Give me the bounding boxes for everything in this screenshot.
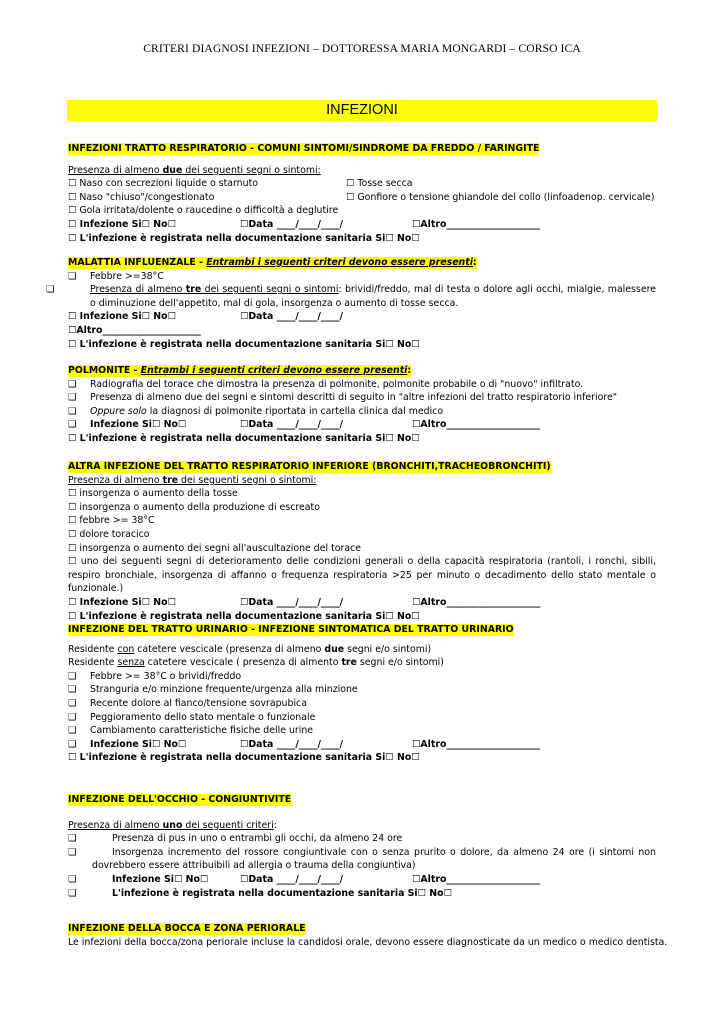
- registrata-checkbox[interactable]: ☐ L'infezione è registrata nella documentazione sanitaria Si☐ No☐: [68, 752, 420, 764]
- section-title: MALATTIA INFLUENZALE - Entrambi i seguenti criteri devono essere presenti:: [68, 257, 477, 268]
- checkbox-icon[interactable]: ❑: [68, 887, 77, 899]
- criteria-intro: Presenza di almeno due dei seguenti segni o sintomi:: [68, 164, 321, 176]
- checkbox-item[interactable]: ☐ uno dei seguenti segni di deterioramento delle condizioni generali o della capacità respiratoria (rantoli, i ronchi, sibili, respiro bronchiale, insorgenza di affanno o frequenza respiratoria >25 per minuto o decadimento dello stato mentale o funzionale.): [68, 556, 656, 595]
- infezione-checkbox[interactable]: Infezione Si☐ No☐: [90, 738, 187, 750]
- criterion-item: ❑ Stranguria e/o minzione frequente/urgenza alla minzione: [68, 684, 358, 696]
- infection-fields: [68, 738, 656, 752]
- checkbox-icon[interactable]: ❑: [68, 392, 77, 404]
- infezione-checkbox[interactable]: Infezione Si☐ No☐: [90, 419, 187, 431]
- criterion-item: ❑ Peggioramento dello stato mentale o funzionale: [68, 711, 316, 723]
- checkbox-item[interactable]: ☐ insorgenza o aumento della produzione di escreato: [68, 501, 320, 513]
- data-field[interactable]: ☐Data ____/____/____/: [240, 596, 344, 608]
- document-header: CRITERI DIAGNOSI INFEZIONI – DOTTORESSA MARIA MONGARDI – CORSO ICA: [143, 42, 581, 55]
- section-eye: [68, 793, 656, 900]
- criterion-item: ❑ Presenza di pus in uno o entrambi gli occhi, da almeno 24 ore: [68, 833, 403, 845]
- data-field[interactable]: ☐Data ____/____/____/: [240, 218, 344, 230]
- infection-fields: [68, 218, 656, 232]
- checkbox-item[interactable]: ☐ Naso con secrezioni liquide o starnuto: [68, 178, 258, 190]
- resident-criteria: Residente con catetere vescicale (presenza di almeno due segni e/o sintomi): [68, 643, 432, 655]
- infezione-checkbox[interactable]: Infezione Si☐ No☐: [112, 873, 209, 885]
- criteria-intro: Presenza di almeno uno dei seguenti criteri:: [68, 819, 277, 831]
- section-text: Le infezioni della bocca/zona periorale incluse la candidosi orale, devono essere diagnosticate da un medico o medico dentista.: [68, 936, 668, 948]
- checkbox-icon[interactable]: ❑: [68, 670, 77, 682]
- infezioni-banner: INFEZIONI: [67, 100, 657, 121]
- checkbox-icon[interactable]: ❑: [68, 725, 77, 737]
- checkbox-item[interactable]: ☐ Naso "chiuso"/congestionato: [68, 191, 215, 203]
- altro-field[interactable]: ☐Altro_____________________: [68, 324, 201, 336]
- section-polmonite: [68, 364, 656, 446]
- section-lower-respiratory: [68, 460, 656, 623]
- section-title: ALTRA INFEZIONE DEL TRATTO RESPIRATORIO INFERIORE (BRONCHITI,TRACHEOBRONCHITI): [68, 461, 551, 472]
- criterion-item: ❑ Febbre >=38°C: [68, 270, 164, 282]
- checkbox-item[interactable]: ☐ dolore toracico: [68, 528, 150, 540]
- section-title: INFEZIONE DELL'OCCHIO - CONGIUNTIVITE: [68, 794, 292, 805]
- section-mouth: [68, 922, 668, 949]
- data-field[interactable]: ☐Data ____/____/____/: [240, 419, 344, 431]
- checkbox-icon[interactable]: ❑: [68, 738, 77, 750]
- altro-field[interactable]: ☐Altro____________________: [412, 218, 541, 230]
- symptom-row: [68, 191, 656, 205]
- checkbox-item[interactable]: ☐ febbre >= 38°C: [68, 515, 155, 527]
- checkbox-item[interactable]: ☐ Tosse secca: [346, 178, 413, 190]
- criterion-item: ❑ Insorgenza incremento del rossore congiuntivale con o senza prurito o dolore, da almeno 24 ore (i sintomi non dovrebbero essere attribuibili ad allergia o trauma della congiuntiva): [68, 846, 656, 872]
- altro-field[interactable]: ☐Altro____________________: [412, 596, 541, 608]
- infection-fields: [68, 418, 656, 432]
- registrata-row: [68, 887, 656, 901]
- criterion-item: ❑ Cambiamento caratteristiche fisiche delle urine: [68, 725, 314, 737]
- infezione-checkbox[interactable]: ☐ Infezione Si☐ No☐: [68, 311, 177, 323]
- checkbox-icon[interactable]: ❑: [68, 405, 77, 417]
- checkbox-item[interactable]: ☐ insorgenza o aumento della tosse: [68, 488, 238, 500]
- section-urinary: [68, 623, 656, 765]
- checkbox-icon[interactable]: ❑: [46, 284, 55, 296]
- section-title: INFEZIONI TRATTO RESPIRATORIO - COMUNI SINTOMI/SINDROME DA FREDDO / FARINGITE: [68, 143, 540, 154]
- criterion-item: ❑ Presenza di almeno due dei segni e sintomi descritti di seguito in "altre infezioni del tratto respiratorio inferiore": [68, 392, 618, 404]
- data-field[interactable]: ☐Data ____/____/____/: [240, 311, 344, 323]
- criterion-item: ❑ Presenza di almeno tre dei seguenti segni o sintomi: brividi/freddo, mal di testa o dolore agli occhi, mialgie, malessere o diminuzione dell'appetito, mal di gola, insorgenza o aumento di tosse secca.: [46, 284, 656, 309]
- criterion-item: ❑ Radiografia del torace che dimostra la presenza di polmonite, polmonite probabile o di "nuovo" infiltrato.: [68, 378, 584, 390]
- altro-field[interactable]: ☐Altro____________________: [412, 738, 541, 750]
- resident-criteria: Residente senza catetere vescicale ( presenza di almento tre segni e/o sintomi): [68, 657, 444, 669]
- checkbox-icon[interactable]: ❑: [68, 711, 77, 723]
- altro-field[interactable]: ☐Altro____________________: [412, 873, 541, 885]
- registrata-checkbox[interactable]: ☐ L'infezione è registrata nella documentazione sanitaria Si☐ No☐: [68, 232, 420, 244]
- registrata-checkbox[interactable]: ☐ L'infezione è registrata nella documentazione sanitaria Si☐ No☐: [68, 610, 420, 622]
- infezione-checkbox[interactable]: ☐ Infezione Si☐ No☐: [68, 596, 177, 608]
- registrata-checkbox[interactable]: ☐ L'infezione è registrata nella documentazione sanitaria Si☐ No☐: [68, 338, 420, 350]
- checkbox-icon[interactable]: ❑: [68, 873, 77, 885]
- section-title: INFEZIONE DEL TRATTO URINARIO - INFEZIONE SINTOMATICA DEL TRATTO URINARIO: [68, 624, 514, 635]
- data-field[interactable]: ☐Data ____/____/____/: [240, 873, 344, 885]
- checkbox-icon[interactable]: ❑: [68, 419, 77, 431]
- section-title: POLMONITE - Entrambi i seguenti criteri devono essere presenti:: [68, 365, 412, 376]
- criterion-item: ❑ Oppure solo la diagnosi di polmonite riportata in cartella clinica dal medico: [68, 405, 444, 417]
- checkbox-icon[interactable]: ❑: [68, 684, 77, 696]
- criterion-item: ❑ Recente dolore al fianco/tensione sovrapubica: [68, 697, 307, 709]
- checkbox-icon[interactable]: ❑: [68, 270, 77, 282]
- infection-fields: [68, 310, 656, 324]
- checkbox-icon[interactable]: ❑: [68, 697, 77, 709]
- section-influenza: [46, 256, 656, 351]
- section-title: INFEZIONE DELLA BOCCA E ZONA PERIORALE: [68, 923, 306, 934]
- altro-field[interactable]: ☐Altro____________________: [412, 419, 541, 431]
- section-respiratory-common: [68, 142, 656, 245]
- registrata-checkbox[interactable]: ☐ L'infezione è registrata nella documentazione sanitaria Si☐ No☐: [68, 432, 420, 444]
- criteria-intro: Presenza di almeno tre dei seguenti segni o sintomi:: [68, 474, 317, 486]
- infection-fields: [68, 873, 656, 887]
- data-field[interactable]: ☐Data ____/____/____/: [240, 738, 344, 750]
- registrata-checkbox[interactable]: L'infezione è registrata nella documentazione sanitaria Si☐ No☐: [112, 887, 452, 899]
- checkbox-item[interactable]: ☐ Gola irritata/dolente o raucedine o difficoltà a deglutire: [68, 205, 339, 217]
- checkbox-icon[interactable]: ❑: [68, 846, 77, 858]
- criterion-item: ❑ Febbre >= 38°C o brividi/freddo: [68, 670, 242, 682]
- checkbox-item[interactable]: ☐ Gonfiore o tensione ghiandole del collo (linfoadenop. cervicale): [346, 191, 655, 203]
- checkbox-item[interactable]: ☐ insorgenza o aumento dei segni all'auscultazione del torace: [68, 542, 362, 554]
- checkbox-icon[interactable]: ❑: [68, 378, 77, 390]
- symptom-row: [68, 177, 656, 191]
- infection-fields: [68, 596, 656, 610]
- infezione-checkbox[interactable]: ☐ Infezione Si☐ No☐: [68, 218, 177, 230]
- checkbox-icon[interactable]: ❑: [68, 833, 77, 845]
